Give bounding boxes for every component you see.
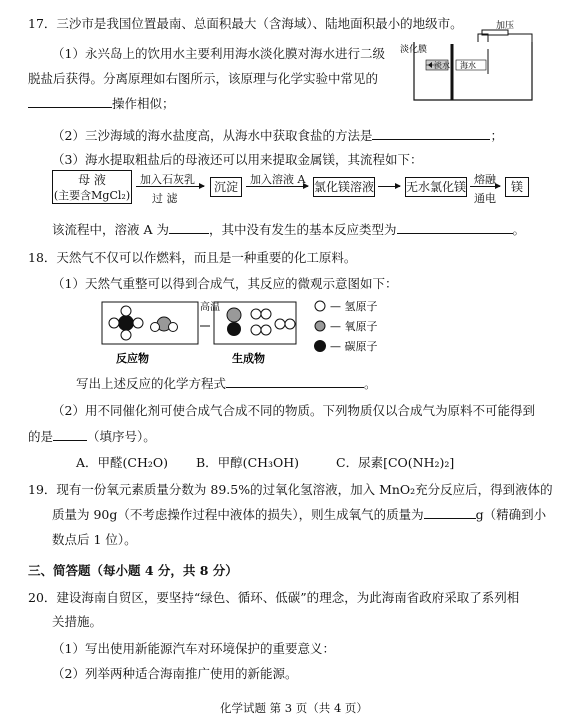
q19-line2: 质量为 90g（不考虑操作过程中液体的损失），则生成氧气的质量为 g（精确到小: [52, 507, 547, 522]
q17-p1-line2: 脱盐后获得。分离原理如右图所示，该原理与化学实验中常见的: [28, 71, 379, 86]
q18-p1: （1）天然气重整可以得到合成气，其反应的微观示意图如下：: [52, 276, 398, 291]
q18-option-c: C．尿素[CO(NH₂)₂]: [336, 455, 455, 470]
q19-line1: 19．现有一份氧元素质量分数为 89.5%的过氧化氢溶液，加入 MnO₂充分反应后，得到液体的: [28, 482, 553, 497]
flow-arrow3: [378, 186, 400, 187]
flow-arrow1: [136, 186, 204, 187]
flow-arrow2: [246, 186, 308, 187]
flow-arrow4-bottom: 通电: [474, 192, 496, 205]
answer-blank[interactable]: [169, 232, 209, 234]
flow-arrow1-bottom: 过 滤: [152, 192, 178, 205]
product-label: 生成物: [232, 352, 265, 365]
answer-blank[interactable]: [372, 138, 490, 140]
q18-stem: 18．天然气不仅可以作燃料，而且是一种重要的化工原料。: [28, 250, 357, 265]
page-footer: 化学试题 第 3 页（共 4 页）: [220, 701, 368, 715]
q17-p3b: 该流程中，溶液 A 为 ，其中没有发生的基本反应类型为 。: [52, 222, 526, 237]
flow-box-anhydrous-mgcl2: 无水氯化镁: [405, 177, 467, 197]
answer-blank[interactable]: [28, 106, 112, 108]
flow-box-precipitate: 沉淀: [210, 177, 242, 197]
section-title: 三、简答题（每小题 4 分，共 8 分）: [28, 563, 238, 578]
q17-stem: 17．三沙市是我国位置最南、总面积最大（含海域）、陆地面积最小的地级市。: [28, 16, 463, 31]
condition-label: 高温: [200, 302, 220, 313]
q20-p1: （1）写出使用新能源汽车对环境保护的重要意义：: [52, 641, 335, 656]
q17-p3: （3）海水提取粗盐后的母液还可以用来提取金属镁，其流程如下：: [52, 152, 423, 167]
q18-p2-line1: （2）用不同催化剂可使合成气合成不同的物质。下列物质仅以合成气为原料不可能得到: [52, 403, 535, 418]
fresh-water-label: 淡水: [434, 61, 450, 70]
legend-hydrogen: — 氢原子: [330, 300, 378, 313]
flow-box-magnesium: 镁: [505, 177, 529, 197]
flow-box-mgcl2-solution: 氯化镁溶液: [313, 177, 375, 197]
q20-line2: 关措施。: [52, 614, 103, 629]
q17-p1-line1: （1）永兴岛上的饮用水主要利用海水淡化膜对海水进行二级: [52, 46, 385, 61]
desalination-diagram: [392, 14, 542, 104]
flow-arrow2-top: 加入溶液 A: [250, 173, 306, 186]
answer-blank[interactable]: [53, 439, 87, 441]
flow-arrow1-top: 加入石灰乳: [140, 173, 195, 186]
flow-arrow4: [470, 186, 500, 187]
reaction-diagram: [96, 296, 406, 370]
legend-oxygen: — 氧原子: [330, 320, 378, 333]
q18-p2-line2: 的是 （填序号）。: [28, 429, 156, 444]
q18-p1b: 写出上述反应的化学方程式 。: [76, 376, 377, 391]
answer-blank[interactable]: [397, 232, 513, 234]
flow-box-mother-liquor: 母 液 (主要含MgCl₂): [52, 170, 132, 204]
q20-line1: 20．建设海南自贸区，要坚持“绿色、循环、低碳”的理念，为此海南省政府采取了系列相: [28, 590, 520, 605]
legend-carbon: — 碳原子: [330, 340, 378, 353]
answer-blank[interactable]: [424, 517, 476, 519]
q19-line3: 数点后 1 位）。: [52, 532, 137, 547]
q17-p2: （2）三沙海域的海水盐度高，从海水中获取食盐的方法是 ；: [52, 128, 503, 143]
pressure-label: 加压: [496, 21, 515, 31]
q18-option-a: A．甲醛(CH₂O): [76, 455, 169, 470]
membrane-label: 淡化膜: [400, 45, 428, 55]
q18-option-b: B．甲醇(CH₃OH): [196, 455, 300, 470]
q17-p1-line3: 操作相似；: [28, 94, 175, 112]
answer-blank[interactable]: [226, 386, 364, 388]
reactant-label: 反应物: [116, 352, 149, 365]
flow-arrow4-top: 熔融: [474, 173, 496, 186]
sea-water-label: 海水: [460, 61, 476, 70]
q20-p2: （2）列举两种适合海南推广使用的新能源。: [52, 666, 298, 681]
